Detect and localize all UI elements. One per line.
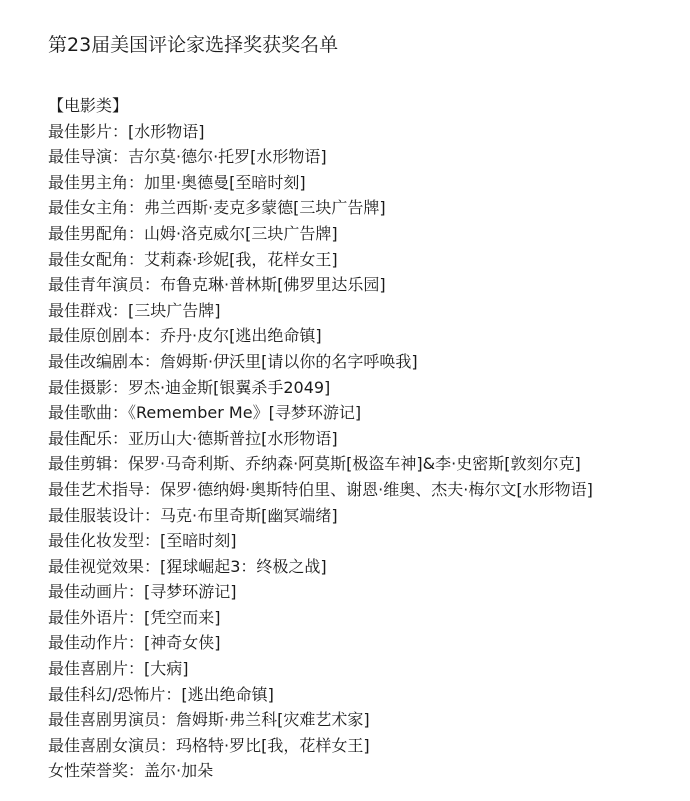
award-item: 最佳外语片：[凭空而来] [48,607,221,627]
award-item: 最佳化妆发型：[至暗时刻] [48,531,237,551]
award-item: 最佳青年演员：布鲁克琳·普林斯[佛罗里达乐园] [48,275,386,295]
award-item: 最佳导演：吉尔莫·德尔·托罗[水形物语] [48,147,327,167]
award-item: 最佳男主角：加里·奥德曼[至暗时刻] [48,172,306,192]
award-item: 最佳配乐：亚历山大·德斯普拉[水形物语] [48,428,338,448]
award-item: 最佳女配角：艾莉森·珍妮[我，花样女王] [48,249,338,269]
award-item: 最佳喜剧女演员：玛格特·罗比[我，花样女王] [48,735,370,755]
award-item: 最佳女主角：弗兰西斯·麦克多蒙德[三块广告牌] [48,198,386,218]
award-item: 最佳剪辑：保罗·马奇利斯、乔纳森·阿莫斯[极盗车神]&李·史密斯[敦刻尔克] [48,454,581,474]
award-item: 最佳服装设计：马克·布里奇斯[幽冥端绪] [48,505,338,525]
section-title-film: 【电影类】 [48,96,129,115]
award-item: 最佳动画片：[寻梦环游记] [48,582,237,602]
award-item: 最佳喜剧片：[大病] [48,659,189,679]
award-item: 最佳改编剧本：詹姆斯·伊沃里[请以你的名字呼唤我] [48,351,418,371]
award-item: 最佳群戏：[三块广告牌] [48,300,221,320]
award-item: 最佳原创剧本：乔丹·皮尔[逃出绝命镇] [48,326,322,346]
award-item: 最佳视觉效果：[猩球崛起3：终极之战] [48,556,327,576]
award-item: 最佳动作片：[神奇女侠] [48,633,221,653]
award-item: 最佳喜剧男演员：詹姆斯·弗兰科[灾难艺术家] [48,710,370,730]
award-item: 最佳摄影：罗杰·迪金斯[银翼杀手2049] [48,377,331,397]
award-item: 最佳艺术指导：保罗·德纳姆·奥斯特伯里、谢恩·维奥、杰夫·梅尔文[水形物语] [48,479,593,499]
award-item: 最佳歌曲：《Remember Me》[寻梦环游记] [48,403,362,423]
award-item: 女性荣誉奖：盖尔·加朵 [48,761,214,781]
award-item: 最佳科幻/恐怖片：[逃出绝命镇] [48,684,274,704]
document-body [48,30,684,784]
award-item: 最佳男配角：山姆·洛克威尔[三块广告牌] [48,223,338,243]
award-item: 最佳影片：[水形物语] [48,121,205,141]
document-title: 第23届美国评论家选择奖获奖名单 [48,34,339,56]
award-list [48,119,684,784]
